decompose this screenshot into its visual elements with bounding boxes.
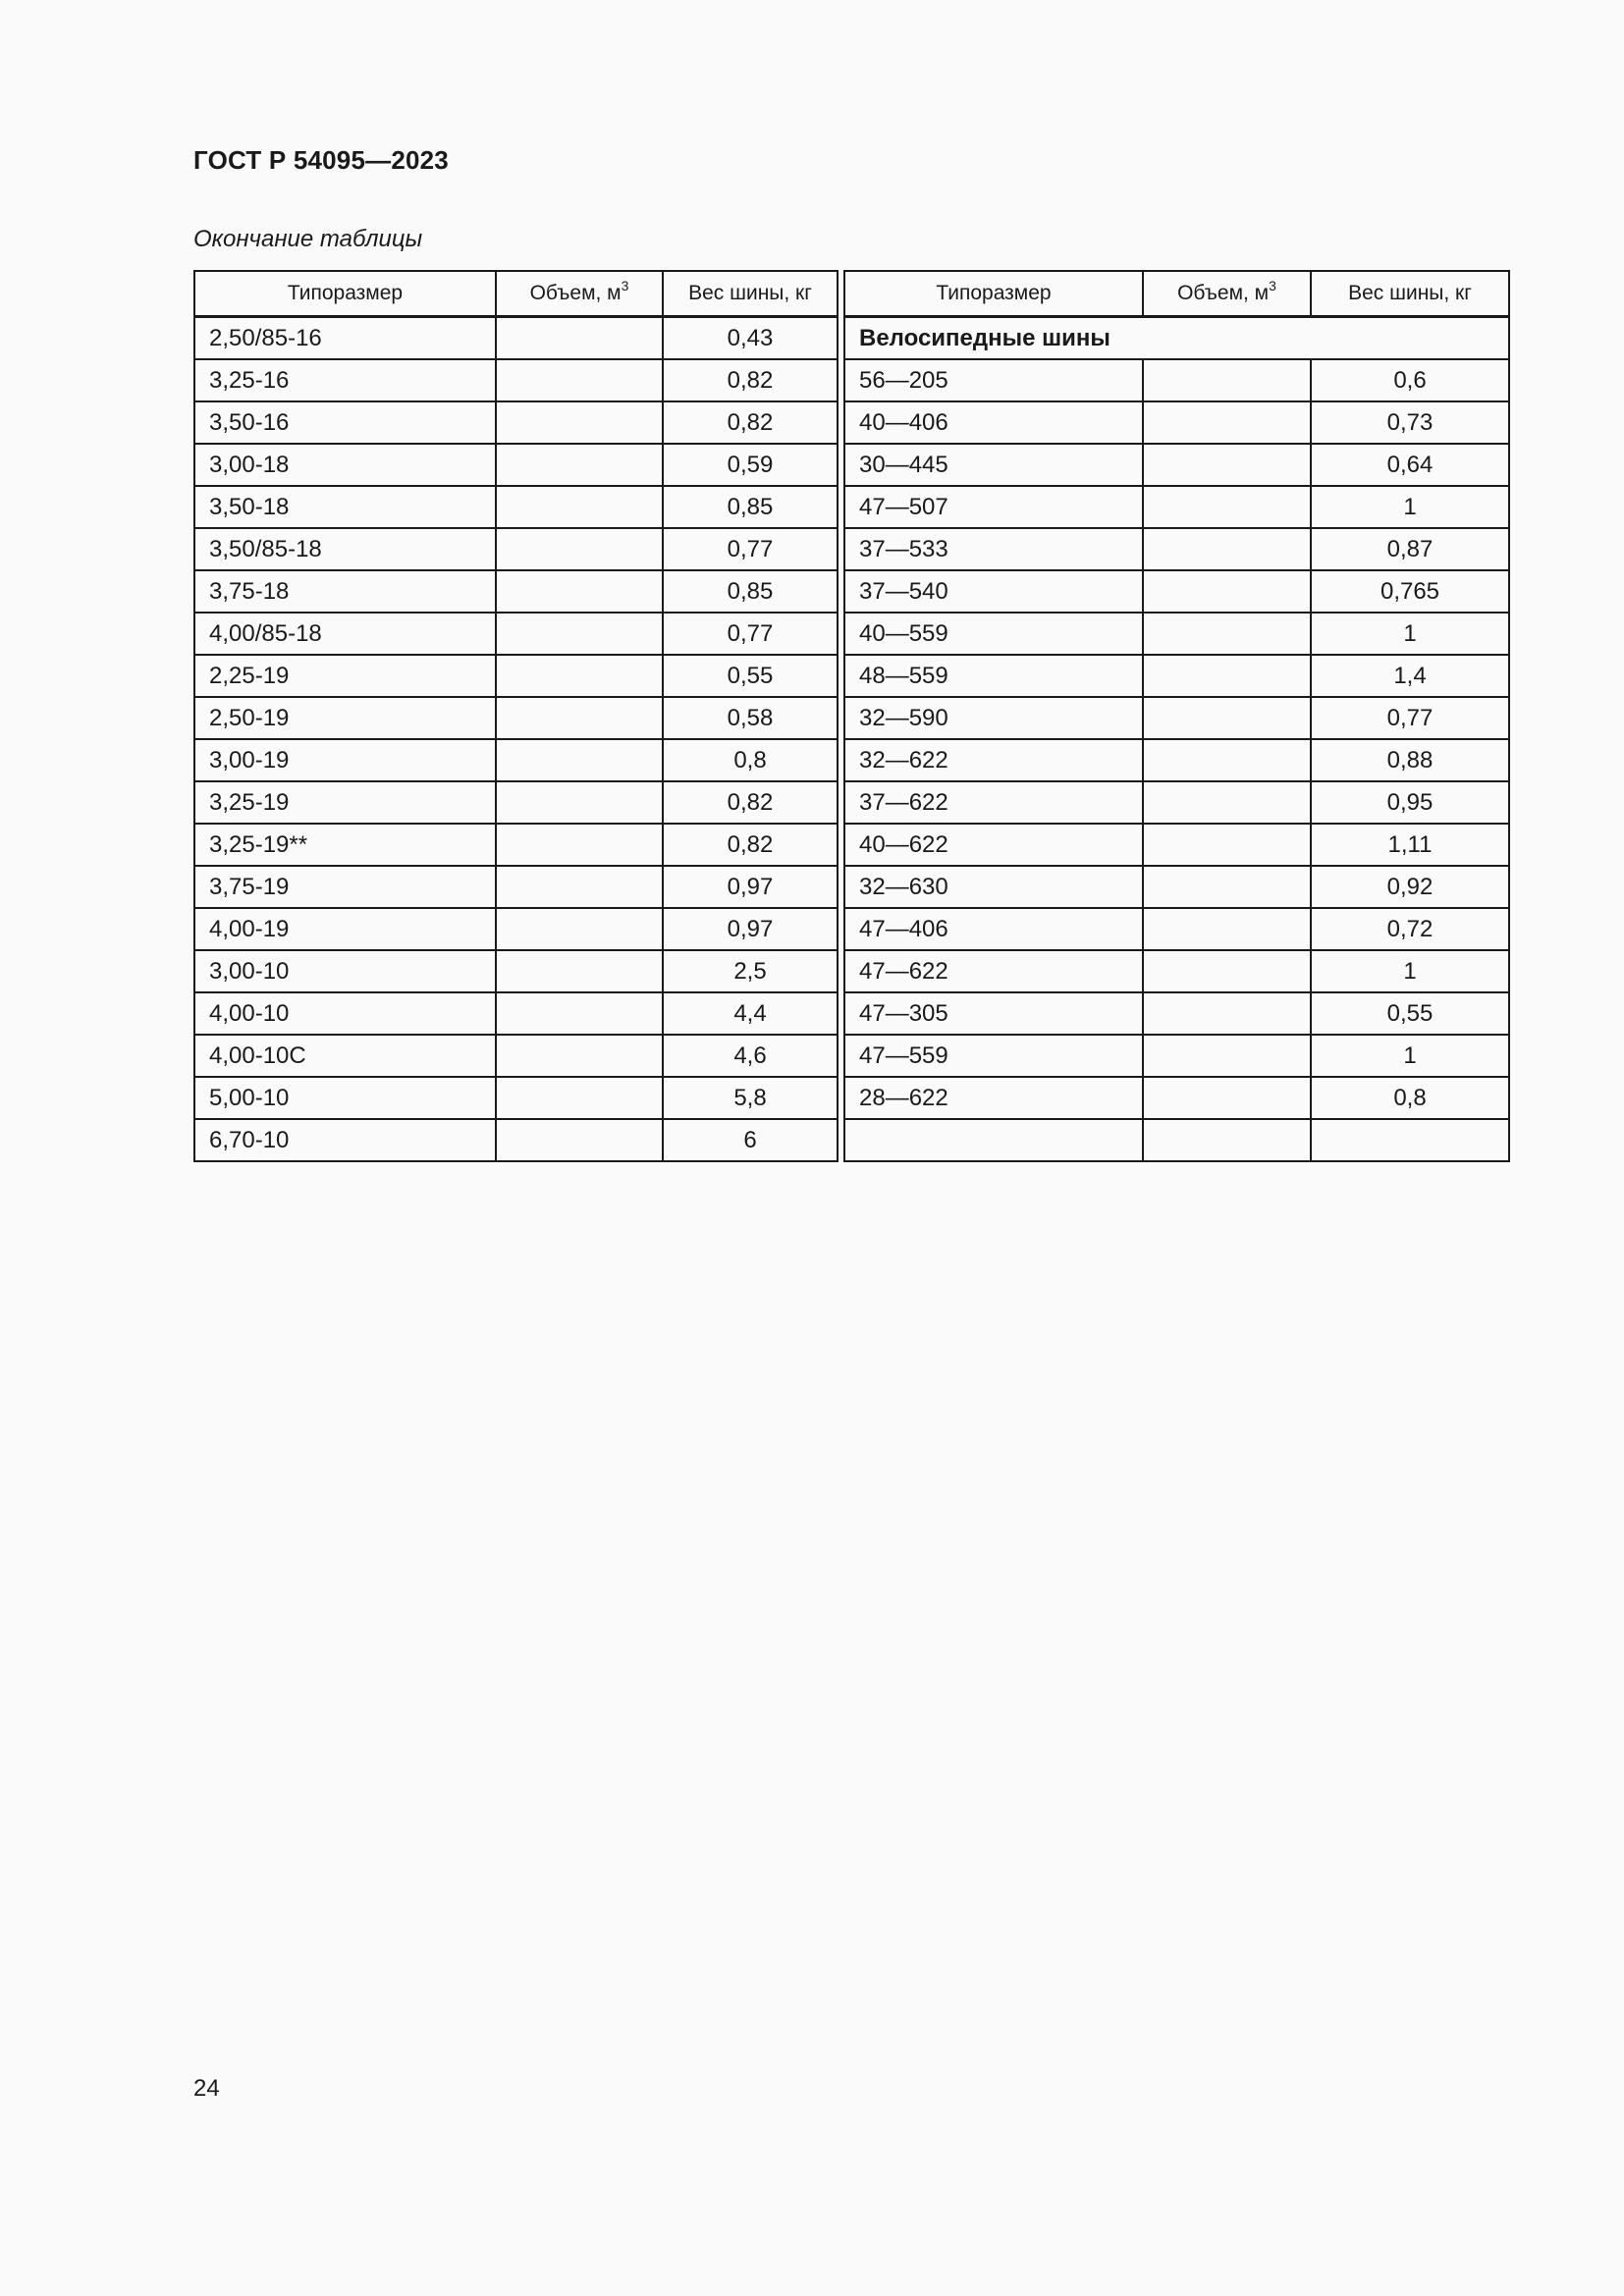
cell-volume	[496, 317, 663, 360]
cell-weight: 6	[663, 1119, 838, 1161]
cell-volume	[496, 1035, 663, 1077]
cell-size: 2,25-19	[194, 655, 496, 697]
cell-weight: 0,82	[663, 401, 838, 444]
cell-volume	[496, 992, 663, 1035]
cell-size: 3,75-19	[194, 866, 496, 908]
column-separator	[838, 444, 844, 486]
col-header-size-right: Типоразмер	[844, 271, 1143, 317]
table-row	[194, 992, 1509, 1035]
cell-size: 47—559	[844, 1035, 1143, 1077]
table-header-row	[194, 271, 1509, 317]
table-row	[194, 317, 1509, 360]
cell-volume	[1143, 781, 1311, 824]
cell-size: 47—622	[844, 950, 1143, 992]
column-separator	[838, 950, 844, 992]
cell-weight: 5,8	[663, 1077, 838, 1119]
column-separator	[838, 613, 844, 655]
cell-weight: 1	[1311, 613, 1509, 655]
cell-size: 3,00-19	[194, 739, 496, 781]
cell-weight: 1,4	[1311, 655, 1509, 697]
cell-volume	[496, 1077, 663, 1119]
cell-weight: 1	[1311, 950, 1509, 992]
cell-weight: 0,82	[663, 359, 838, 401]
table-row	[194, 401, 1509, 444]
column-separator	[838, 271, 844, 317]
table-caption: Окончание таблицы	[193, 226, 423, 252]
cell-size: 3,25-16	[194, 359, 496, 401]
cell-weight: 0,88	[1311, 739, 1509, 781]
table-row	[194, 486, 1509, 528]
cell-size: 47—507	[844, 486, 1143, 528]
table-row	[194, 613, 1509, 655]
cell-volume	[1143, 739, 1311, 781]
cell-size: 4,00-10C	[194, 1035, 496, 1077]
cell-size: 48—559	[844, 655, 1143, 697]
column-separator	[838, 908, 844, 950]
cell-size: 3,00-10	[194, 950, 496, 992]
col-header-volume-left: Объем, $м^3$	[496, 271, 663, 317]
cell-weight: 4,4	[663, 992, 838, 1035]
table-row	[194, 1119, 1509, 1161]
cell-volume	[1143, 1119, 1311, 1161]
cell-size: 3,25-19**	[194, 824, 496, 866]
table-row	[194, 908, 1509, 950]
cell-size: 47—406	[844, 908, 1143, 950]
table-row	[194, 570, 1509, 613]
cell-volume	[496, 613, 663, 655]
cell-weight: 0,55	[1311, 992, 1509, 1035]
table-row	[194, 739, 1509, 781]
table-row	[194, 697, 1509, 739]
col-header-volume-right: Объем, $м^3$	[1143, 271, 1311, 317]
table-row	[194, 528, 1509, 570]
column-separator	[838, 1119, 844, 1161]
table-row	[194, 655, 1509, 697]
cell-weight: 0,77	[663, 613, 838, 655]
cell-volume	[1143, 570, 1311, 613]
document-header: ГОСТ Р 54095—2023	[193, 145, 449, 175]
table-row	[194, 1035, 1509, 1077]
cell-size: 37—622	[844, 781, 1143, 824]
column-separator	[838, 866, 844, 908]
cell-weight: 0,55	[663, 655, 838, 697]
cell-size: 37—533	[844, 528, 1143, 570]
cell-size: 56—205	[844, 359, 1143, 401]
cell-weight: 0,64	[1311, 444, 1509, 486]
section-title-bicycle-tires: Велосипедные шины	[844, 317, 1509, 360]
cell-weight: 0,8	[663, 739, 838, 781]
cell-size: 3,25-19	[194, 781, 496, 824]
column-separator	[838, 570, 844, 613]
column-separator	[838, 1035, 844, 1077]
cell-volume	[1143, 528, 1311, 570]
column-separator	[838, 359, 844, 401]
cell-volume	[496, 359, 663, 401]
cell-volume	[1143, 359, 1311, 401]
cell-weight: 0,8	[1311, 1077, 1509, 1119]
column-separator	[838, 401, 844, 444]
cell-weight: 0,97	[663, 866, 838, 908]
cell-weight: 0,95	[1311, 781, 1509, 824]
cell-volume	[496, 570, 663, 613]
cell-weight: 0,92	[1311, 866, 1509, 908]
cell-volume	[496, 528, 663, 570]
cell-volume	[1143, 486, 1311, 528]
cell-size: 47—305	[844, 992, 1143, 1035]
cell-size: 3,50-16	[194, 401, 496, 444]
cell-weight: 0,82	[663, 824, 838, 866]
cell-volume	[1143, 401, 1311, 444]
column-separator	[838, 486, 844, 528]
cell-weight: 0,43	[663, 317, 838, 360]
cell-size: 4,00/85-18	[194, 613, 496, 655]
cell-weight: 1	[1311, 486, 1509, 528]
cell-size: 3,50/85-18	[194, 528, 496, 570]
column-separator	[838, 992, 844, 1035]
cell-volume	[496, 444, 663, 486]
table-row	[194, 1077, 1509, 1119]
column-separator	[838, 1077, 844, 1119]
cell-volume	[1143, 655, 1311, 697]
table-row	[194, 781, 1509, 824]
cell-weight: 1,11	[1311, 824, 1509, 866]
cell-size: 37—540	[844, 570, 1143, 613]
cell-volume	[1143, 866, 1311, 908]
cell-volume	[496, 908, 663, 950]
cell-volume	[496, 866, 663, 908]
cell-volume	[1143, 1035, 1311, 1077]
cell-size: 28—622	[844, 1077, 1143, 1119]
table-row	[194, 444, 1509, 486]
cell-volume	[1143, 697, 1311, 739]
cell-weight: 0,87	[1311, 528, 1509, 570]
cell-weight: 0,85	[663, 486, 838, 528]
cell-volume	[1143, 992, 1311, 1035]
column-separator	[838, 781, 844, 824]
column-separator	[838, 739, 844, 781]
cell-weight: 0,73	[1311, 401, 1509, 444]
column-separator	[838, 655, 844, 697]
page-number: 24	[193, 2075, 220, 2102]
cell-weight: 4,6	[663, 1035, 838, 1077]
col-header-weight-left: Вес шины, кг	[663, 271, 838, 317]
cell-weight: 0,58	[663, 697, 838, 739]
cell-volume	[496, 824, 663, 866]
cell-volume	[496, 739, 663, 781]
table-row	[194, 359, 1509, 401]
cell-volume	[496, 486, 663, 528]
cell-weight: 0,765	[1311, 570, 1509, 613]
column-separator	[838, 697, 844, 739]
column-separator	[838, 317, 844, 360]
cell-weight: 0,59	[663, 444, 838, 486]
col-header-size-left: Типоразмер	[194, 271, 496, 317]
column-separator	[838, 824, 844, 866]
cell-size: 30—445	[844, 444, 1143, 486]
cell-volume	[496, 950, 663, 992]
cell-volume	[496, 655, 663, 697]
cell-size: 2,50/85-16	[194, 317, 496, 360]
tire-weight-table	[193, 270, 1510, 1162]
cell-volume	[1143, 824, 1311, 866]
cell-weight: 0,6	[1311, 359, 1509, 401]
cell-size: 40—559	[844, 613, 1143, 655]
column-separator	[838, 528, 844, 570]
cell-volume	[1143, 950, 1311, 992]
cell-size: 4,00-10	[194, 992, 496, 1035]
cell-weight: 0,85	[663, 570, 838, 613]
cell-volume	[1143, 1077, 1311, 1119]
cell-weight: 0,82	[663, 781, 838, 824]
cell-size: 3,50-18	[194, 486, 496, 528]
cell-size: 6,70-10	[194, 1119, 496, 1161]
cell-weight: 2,5	[663, 950, 838, 992]
cell-volume	[1143, 613, 1311, 655]
cell-weight: 0,72	[1311, 908, 1509, 950]
cell-weight: 0,77	[663, 528, 838, 570]
table-row	[194, 866, 1509, 908]
cell-volume	[496, 401, 663, 444]
cell-size	[844, 1119, 1143, 1161]
cell-size: 4,00-19	[194, 908, 496, 950]
table-row	[194, 824, 1509, 866]
cell-size: 32—630	[844, 866, 1143, 908]
col-header-weight-right: Вес шины, кг	[1311, 271, 1509, 317]
table-row	[194, 950, 1509, 992]
cell-weight: 1	[1311, 1035, 1509, 1077]
cell-volume	[496, 1119, 663, 1161]
cell-weight	[1311, 1119, 1509, 1161]
cell-size: 40—406	[844, 401, 1143, 444]
cell-size: 32—590	[844, 697, 1143, 739]
cell-volume	[496, 781, 663, 824]
cell-volume	[496, 697, 663, 739]
cell-volume	[1143, 908, 1311, 950]
cell-size: 5,00-10	[194, 1077, 496, 1119]
cell-size: 40—622	[844, 824, 1143, 866]
cell-volume	[1143, 444, 1311, 486]
cell-weight: 0,97	[663, 908, 838, 950]
cell-size: 3,00-18	[194, 444, 496, 486]
cell-weight: 0,77	[1311, 697, 1509, 739]
cell-size: 32—622	[844, 739, 1143, 781]
cell-size: 3,75-18	[194, 570, 496, 613]
cell-size: 2,50-19	[194, 697, 496, 739]
